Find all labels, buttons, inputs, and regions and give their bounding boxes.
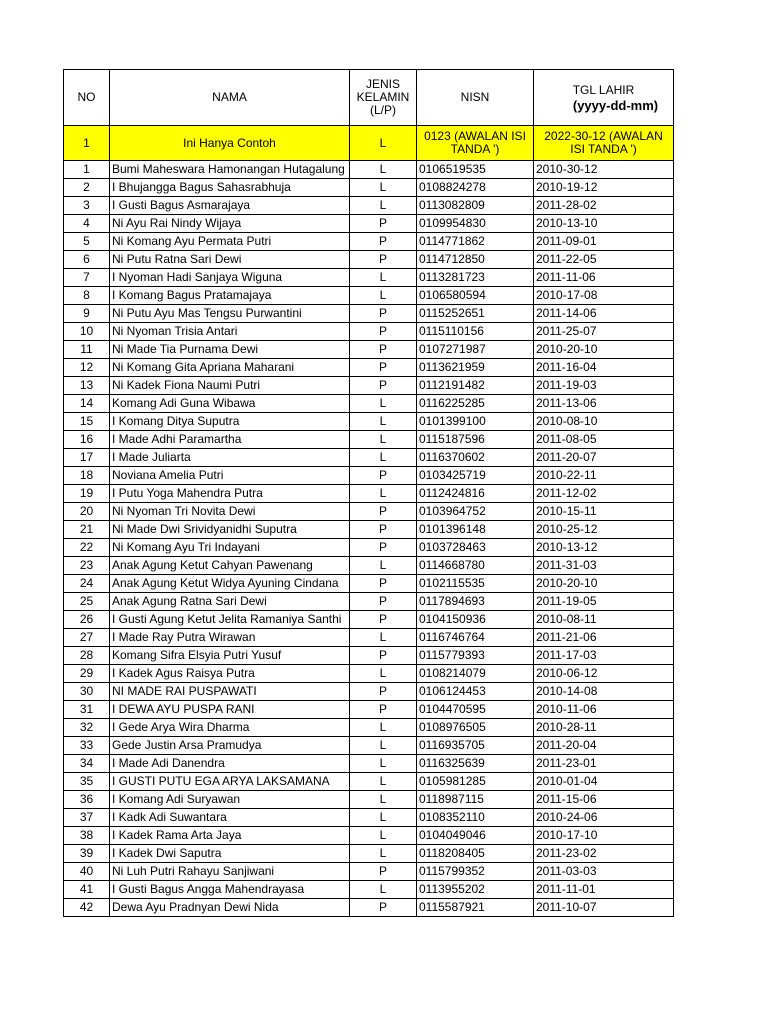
header-jenis-kelamin[interactable]: JENIS KELAMIN (L/P) <box>350 70 417 126</box>
cell-jk[interactable]: L <box>350 719 417 737</box>
cell-no[interactable]: 7 <box>64 269 110 287</box>
student-table <box>63 69 674 917</box>
cell-no[interactable]: 31 <box>64 701 110 719</box>
cell-nama[interactable]: I Kadek Rama Arta Jaya <box>110 827 350 845</box>
cell-no[interactable]: 42 <box>64 899 110 917</box>
cell-no[interactable]: 32 <box>64 719 110 737</box>
cell-nisn[interactable]: 0105981285 <box>417 773 534 791</box>
table-row <box>64 845 674 863</box>
cell-nisn[interactable]: 0108214079 <box>417 665 534 683</box>
cell-tgl[interactable]: 2011-19-03 <box>534 377 674 395</box>
cell-no[interactable]: 23 <box>64 557 110 575</box>
table-row <box>64 575 674 593</box>
cell-tgl[interactable]: 2011-25-07 <box>534 323 674 341</box>
cell-nisn[interactable]: 0104150936 <box>417 611 534 629</box>
cell-tgl[interactable]: 2011-23-01 <box>534 755 674 773</box>
cell-nisn[interactable]: 0115110156 <box>417 323 534 341</box>
table-row <box>64 341 674 359</box>
cell-jk[interactable]: P <box>350 341 417 359</box>
table-row <box>64 539 674 557</box>
cell-nama[interactable]: Gede Justin Arsa Pramudya <box>110 737 350 755</box>
table-row <box>64 863 674 881</box>
cell-no[interactable]: 12 <box>64 359 110 377</box>
cell-no[interactable]: 35 <box>64 773 110 791</box>
table-row <box>64 305 674 323</box>
header-tgl-lahir[interactable] <box>534 70 674 126</box>
cell-jk[interactable]: L <box>350 395 417 413</box>
cell-nisn[interactable]: 0108976505 <box>417 719 534 737</box>
cell-no[interactable]: 41 <box>64 881 110 899</box>
cell-nisn[interactable]: 0115799352 <box>417 863 534 881</box>
cell-jk[interactable]: L <box>350 413 417 431</box>
cell-tgl[interactable]: 2010-20-10 <box>534 575 674 593</box>
cell-jk[interactable]: P <box>350 593 417 611</box>
cell-nama[interactable]: Dewa Ayu Pradnyan Dewi Nida <box>110 899 350 917</box>
example-jk[interactable]: L <box>350 126 417 161</box>
cell-tgl[interactable]: 2011-12-02 <box>534 485 674 503</box>
cell-nama[interactable]: I GUSTI PUTU EGA ARYA LAKSAMANA <box>110 773 350 791</box>
cell-nisn[interactable]: 0114668780 <box>417 557 534 575</box>
table-row <box>64 737 674 755</box>
header-row <box>64 70 674 126</box>
cell-nama[interactable]: I Bhujangga Bagus Sahasrabhuja <box>110 179 350 197</box>
table-row <box>64 449 674 467</box>
table-row <box>64 467 674 485</box>
cell-jk[interactable]: L <box>350 845 417 863</box>
cell-nisn[interactable]: 0107271987 <box>417 341 534 359</box>
cell-nama[interactable]: Ni Luh Putri Rahayu Sanjiwani <box>110 863 350 881</box>
cell-tgl[interactable]: 2010-19-12 <box>534 179 674 197</box>
cell-jk[interactable]: L <box>350 827 417 845</box>
table-row <box>64 413 674 431</box>
cell-tgl[interactable]: 2011-08-05 <box>534 431 674 449</box>
cell-tgl[interactable]: 2010-14-08 <box>534 683 674 701</box>
cell-tgl[interactable]: 2010-13-10 <box>534 215 674 233</box>
cell-no[interactable]: 40 <box>64 863 110 881</box>
cell-nisn[interactable]: 0108352110 <box>417 809 534 827</box>
table-row <box>64 719 674 737</box>
cell-tgl[interactable]: 2011-20-07 <box>534 449 674 467</box>
table-row <box>64 233 674 251</box>
cell-tgl[interactable]: 2010-17-08 <box>534 287 674 305</box>
cell-nama[interactable]: I DEWA AYU PUSPA RANI <box>110 701 350 719</box>
table-row <box>64 647 674 665</box>
cell-tgl[interactable]: 2011-11-06 <box>534 269 674 287</box>
cell-jk[interactable]: L <box>350 557 417 575</box>
cell-tgl[interactable]: 2011-20-04 <box>534 737 674 755</box>
cell-nisn[interactable]: 0103425719 <box>417 467 534 485</box>
header-nama[interactable]: NAMA <box>110 70 350 126</box>
table-row <box>64 395 674 413</box>
table-row <box>64 809 674 827</box>
table-row <box>64 503 674 521</box>
cell-jk[interactable]: P <box>350 233 417 251</box>
cell-nama[interactable]: NI MADE RAI PUSPAWATI <box>110 683 350 701</box>
cell-jk[interactable]: L <box>350 881 417 899</box>
cell-jk[interactable]: L <box>350 665 417 683</box>
cell-jk[interactable]: L <box>350 431 417 449</box>
cell-no[interactable]: 34 <box>64 755 110 773</box>
table-row <box>64 773 674 791</box>
cell-nama[interactable]: I Made Ray Putra Wirawan <box>110 629 350 647</box>
cell-tgl[interactable]: 2011-16-04 <box>534 359 674 377</box>
cell-no[interactable]: 15 <box>64 413 110 431</box>
cell-nama[interactable]: I Nyoman Hadi Sanjaya Wiguna <box>110 269 350 287</box>
cell-tgl[interactable]: 2011-09-01 <box>534 233 674 251</box>
table-row <box>64 431 674 449</box>
cell-nisn[interactable]: 0118987115 <box>417 791 534 809</box>
cell-nisn[interactable]: 0115187596 <box>417 431 534 449</box>
cell-nama[interactable]: Ni Putu Ayu Mas Tengsu Purwantini <box>110 305 350 323</box>
table-row <box>64 557 674 575</box>
cell-tgl[interactable]: 2011-03-03 <box>534 863 674 881</box>
cell-nisn[interactable]: 0106124453 <box>417 683 534 701</box>
table-row <box>64 287 674 305</box>
table-row <box>64 665 674 683</box>
cell-nisn[interactable]: 0104470595 <box>417 701 534 719</box>
cell-nama[interactable]: I Gusti Agung Ketut Jelita Ramaniya Santhi <box>110 611 350 629</box>
cell-no[interactable]: 27 <box>64 629 110 647</box>
example-row <box>64 126 674 161</box>
table-row <box>64 611 674 629</box>
cell-no[interactable]: 37 <box>64 809 110 827</box>
cell-nama[interactable]: Ni Kadek Fiona Naumi Putri <box>110 377 350 395</box>
cell-jk[interactable]: L <box>350 161 417 179</box>
cell-jk[interactable]: P <box>350 323 417 341</box>
table-row <box>64 827 674 845</box>
cell-nisn[interactable]: 0115779393 <box>417 647 534 665</box>
table-row <box>64 269 674 287</box>
cell-tgl[interactable]: 2011-21-06 <box>534 629 674 647</box>
cell-jk[interactable]: P <box>350 575 417 593</box>
cell-tgl[interactable]: 2010-08-11 <box>534 611 674 629</box>
cell-nama[interactable]: Ni Made Tia Purnama Dewi <box>110 341 350 359</box>
cell-no[interactable]: 39 <box>64 845 110 863</box>
cell-no[interactable]: 30 <box>64 683 110 701</box>
cell-nisn[interactable]: 0116370602 <box>417 449 534 467</box>
cell-no[interactable]: 28 <box>64 647 110 665</box>
cell-nama[interactable]: Ni Putu Ratna Sari Dewi <box>110 251 350 269</box>
cell-jk[interactable]: L <box>350 755 417 773</box>
cell-no[interactable]: 36 <box>64 791 110 809</box>
cell-tgl[interactable]: 2010-20-10 <box>534 341 674 359</box>
cell-no[interactable]: 20 <box>64 503 110 521</box>
cell-no[interactable]: 33 <box>64 737 110 755</box>
example-nama[interactable]: Ini Hanya Contoh <box>110 126 350 161</box>
cell-tgl[interactable]: 2010-13-12 <box>534 539 674 557</box>
cell-nama[interactable]: I Gusti Bagus Asmarajaya <box>110 197 350 215</box>
cell-nama[interactable]: Komang Adi Guna Wibawa <box>110 395 350 413</box>
cell-nama[interactable]: Komang Sifra Elsyia Putri Yusuf <box>110 647 350 665</box>
table-row <box>64 755 674 773</box>
cell-jk[interactable]: P <box>350 521 417 539</box>
cell-jk[interactable]: P <box>350 305 417 323</box>
cell-no[interactable]: 11 <box>64 341 110 359</box>
cell-jk[interactable]: P <box>350 683 417 701</box>
cell-jk[interactable]: P <box>350 539 417 557</box>
cell-nama[interactable]: Bumi Maheswara Hamonangan Hutagalung <box>110 161 350 179</box>
cell-no[interactable]: 3 <box>64 197 110 215</box>
table-row <box>64 629 674 647</box>
cell-tgl[interactable]: 2010-11-06 <box>534 701 674 719</box>
cell-tgl[interactable]: 2011-19-05 <box>534 593 674 611</box>
cell-nisn[interactable]: 0104049046 <box>417 827 534 845</box>
cell-nisn[interactable]: 0101396148 <box>417 521 534 539</box>
cell-jk[interactable]: P <box>350 251 417 269</box>
cell-no[interactable]: 2 <box>64 179 110 197</box>
cell-nama[interactable]: I Komang Bagus Pratamajaya <box>110 287 350 305</box>
cell-tgl[interactable]: 2011-17-03 <box>534 647 674 665</box>
cell-no[interactable]: 25 <box>64 593 110 611</box>
cell-nisn[interactable]: 0116746764 <box>417 629 534 647</box>
cell-no[interactable]: 16 <box>64 431 110 449</box>
cell-no[interactable]: 13 <box>64 377 110 395</box>
cell-tgl[interactable]: 2011-28-02 <box>534 197 674 215</box>
cell-jk[interactable]: L <box>350 773 417 791</box>
cell-nama[interactable]: I Gusti Bagus Angga Mahendrayasa <box>110 881 350 899</box>
cell-nisn[interactable]: 0108824278 <box>417 179 534 197</box>
cell-tgl[interactable]: 2011-23-02 <box>534 845 674 863</box>
cell-tgl[interactable]: 2010-08-10 <box>534 413 674 431</box>
cell-nama[interactable]: Ni Ayu Rai Nindy Wijaya <box>110 215 350 233</box>
cell-nama[interactable]: I Komang Ditya Suputra <box>110 413 350 431</box>
cell-tgl[interactable]: 2010-01-04 <box>534 773 674 791</box>
cell-tgl[interactable]: 2011-11-01 <box>534 881 674 899</box>
cell-no[interactable]: 6 <box>64 251 110 269</box>
cell-tgl[interactable]: 2011-31-03 <box>534 557 674 575</box>
cell-tgl[interactable]: 2011-15-06 <box>534 791 674 809</box>
cell-nama[interactable]: I Made Adi Danendra <box>110 755 350 773</box>
table-row <box>64 251 674 269</box>
cell-jk[interactable]: L <box>350 287 417 305</box>
table-row <box>64 161 674 179</box>
table-row <box>64 359 674 377</box>
cell-jk[interactable]: P <box>350 701 417 719</box>
example-no[interactable]: 1 <box>64 126 110 161</box>
cell-tgl[interactable]: 2010-15-11 <box>534 503 674 521</box>
cell-nama[interactable]: Anak Agung Ketut Widya Ayuning Cindana <box>110 575 350 593</box>
cell-jk[interactable]: P <box>350 647 417 665</box>
cell-nisn[interactable]: 0113082809 <box>417 197 534 215</box>
table-row <box>64 377 674 395</box>
header-tgl-label: TGL LAHIR <box>572 82 635 97</box>
cell-nisn[interactable]: 0113955202 <box>417 881 534 899</box>
table-row <box>64 701 674 719</box>
cell-nisn[interactable]: 0103728463 <box>417 539 534 557</box>
cell-nama[interactable]: Ni Komang Gita Apriana Maharani <box>110 359 350 377</box>
cell-tgl[interactable]: 2011-22-05 <box>534 251 674 269</box>
cell-nisn[interactable]: 0109954830 <box>417 215 534 233</box>
table-row <box>64 791 674 809</box>
cell-no[interactable]: 4 <box>64 215 110 233</box>
cell-nisn[interactable]: 0116935705 <box>417 737 534 755</box>
cell-nisn[interactable]: 0114771862 <box>417 233 534 251</box>
cell-jk[interactable]: L <box>350 737 417 755</box>
cell-jk[interactable]: P <box>350 377 417 395</box>
cell-tgl[interactable]: 2010-17-10 <box>534 827 674 845</box>
cell-nama[interactable]: Ni Nyoman Trisia Antari <box>110 323 350 341</box>
cell-tgl[interactable]: 2010-22-11 <box>534 467 674 485</box>
cell-jk[interactable]: L <box>350 791 417 809</box>
cell-nisn[interactable]: 0114712850 <box>417 251 534 269</box>
cell-nisn[interactable]: 0112424816 <box>417 485 534 503</box>
cell-jk[interactable]: P <box>350 899 417 917</box>
cell-nama[interactable]: I Gede Arya Wira Dharma <box>110 719 350 737</box>
cell-nama[interactable]: Ni Komang Ayu Permata Putri <box>110 233 350 251</box>
cell-jk[interactable]: P <box>350 863 417 881</box>
cell-tgl[interactable]: 2011-13-06 <box>534 395 674 413</box>
cell-jk[interactable]: L <box>350 179 417 197</box>
cell-no[interactable]: 29 <box>64 665 110 683</box>
cell-tgl[interactable]: 2010-30-12 <box>534 161 674 179</box>
table-row <box>64 197 674 215</box>
header-no[interactable]: NO <box>64 70 110 126</box>
cell-nama[interactable]: I Komang Adi Suryawan <box>110 791 350 809</box>
cell-nisn[interactable]: 0101399100 <box>417 413 534 431</box>
example-nisn[interactable]: 0123 (AWALAN ISI TANDA ') <box>417 126 534 161</box>
cell-no[interactable]: 24 <box>64 575 110 593</box>
cell-nama[interactable]: Anak Agung Ketut Cahyan Pawenang <box>110 557 350 575</box>
cell-nisn[interactable]: 0115587921 <box>417 899 534 917</box>
cell-no[interactable]: 21 <box>64 521 110 539</box>
cell-no[interactable]: 14 <box>64 395 110 413</box>
cell-no[interactable]: 1 <box>64 161 110 179</box>
cell-no[interactable]: 5 <box>64 233 110 251</box>
cell-jk[interactable]: P <box>350 359 417 377</box>
cell-jk[interactable]: L <box>350 629 417 647</box>
cell-tgl[interactable]: 2010-06-12 <box>534 665 674 683</box>
table-row <box>64 899 674 917</box>
cell-nama[interactable]: Ni Komang Ayu Tri Indayani <box>110 539 350 557</box>
cell-jk[interactable]: P <box>350 611 417 629</box>
cell-nama[interactable]: I Made Adhi Paramartha <box>110 431 350 449</box>
cell-tgl[interactable]: 2011-10-07 <box>534 899 674 917</box>
cell-nisn[interactable]: 0112191482 <box>417 377 534 395</box>
cell-nisn[interactable]: 0116325639 <box>417 755 534 773</box>
cell-nama[interactable]: I Kadek Agus Raisya Putra <box>110 665 350 683</box>
table-row <box>64 683 674 701</box>
cell-no[interactable]: 9 <box>64 305 110 323</box>
cell-jk[interactable]: L <box>350 449 417 467</box>
cell-nisn[interactable]: 0115252651 <box>417 305 534 323</box>
cell-nama[interactable]: I Made Juliarta <box>110 449 350 467</box>
cell-nama[interactable]: Noviana Amelia Putri <box>110 467 350 485</box>
cell-nisn[interactable]: 0103964752 <box>417 503 534 521</box>
cell-nama[interactable]: I Kadek Dwi Saputra <box>110 845 350 863</box>
cell-nisn[interactable]: 0118208405 <box>417 845 534 863</box>
cell-no[interactable]: 10 <box>64 323 110 341</box>
cell-no[interactable]: 18 <box>64 467 110 485</box>
header-nisn[interactable]: NISN <box>417 70 534 126</box>
cell-no[interactable]: 22 <box>64 539 110 557</box>
cell-no[interactable]: 26 <box>64 611 110 629</box>
cell-jk[interactable]: L <box>350 269 417 287</box>
cell-nisn[interactable]: 0117894693 <box>417 593 534 611</box>
cell-jk[interactable]: L <box>350 809 417 827</box>
table-row <box>64 521 674 539</box>
cell-no[interactable]: 8 <box>64 287 110 305</box>
table-row <box>64 215 674 233</box>
cell-nisn[interactable]: 0106580594 <box>417 287 534 305</box>
cell-nama[interactable]: Ni Made Dwi Srividyanidhi Suputra <box>110 521 350 539</box>
cell-nisn[interactable]: 0102115535 <box>417 575 534 593</box>
cell-no[interactable]: 17 <box>64 449 110 467</box>
table-row <box>64 323 674 341</box>
cell-jk[interactable]: L <box>350 485 417 503</box>
cell-jk[interactable]: L <box>350 197 417 215</box>
cell-nisn[interactable]: 0106519535 <box>417 161 534 179</box>
header-tgl-format: (yyyy-dd-mm) <box>572 97 659 113</box>
cell-nisn[interactable]: 0116225285 <box>417 395 534 413</box>
table-row <box>64 179 674 197</box>
table-row <box>64 593 674 611</box>
table-row <box>64 881 674 899</box>
example-tgl[interactable]: 2022-30-12 (AWALAN ISI TANDA ') <box>534 126 674 161</box>
cell-tgl[interactable]: 2010-28-11 <box>534 719 674 737</box>
spreadsheet <box>63 69 674 917</box>
cell-no[interactable]: 38 <box>64 827 110 845</box>
table-row <box>64 485 674 503</box>
cell-nama[interactable]: I Putu Yoga Mahendra Putra <box>110 485 350 503</box>
cell-jk[interactable]: P <box>350 467 417 485</box>
cell-nisn[interactable]: 0113281723 <box>417 269 534 287</box>
cell-no[interactable]: 19 <box>64 485 110 503</box>
cell-nisn[interactable]: 0113621959 <box>417 359 534 377</box>
cell-tgl[interactable]: 2010-24-06 <box>534 809 674 827</box>
cell-nama[interactable]: Ni Nyoman Tri Novita Dewi <box>110 503 350 521</box>
cell-jk[interactable]: P <box>350 215 417 233</box>
cell-jk[interactable]: P <box>350 503 417 521</box>
cell-tgl[interactable]: 2010-25-12 <box>534 521 674 539</box>
cell-nama[interactable]: I Kadk Adi Suwantara <box>110 809 350 827</box>
cell-nama[interactable]: Anak Agung Ratna Sari Dewi <box>110 593 350 611</box>
cell-tgl[interactable]: 2011-14-06 <box>534 305 674 323</box>
